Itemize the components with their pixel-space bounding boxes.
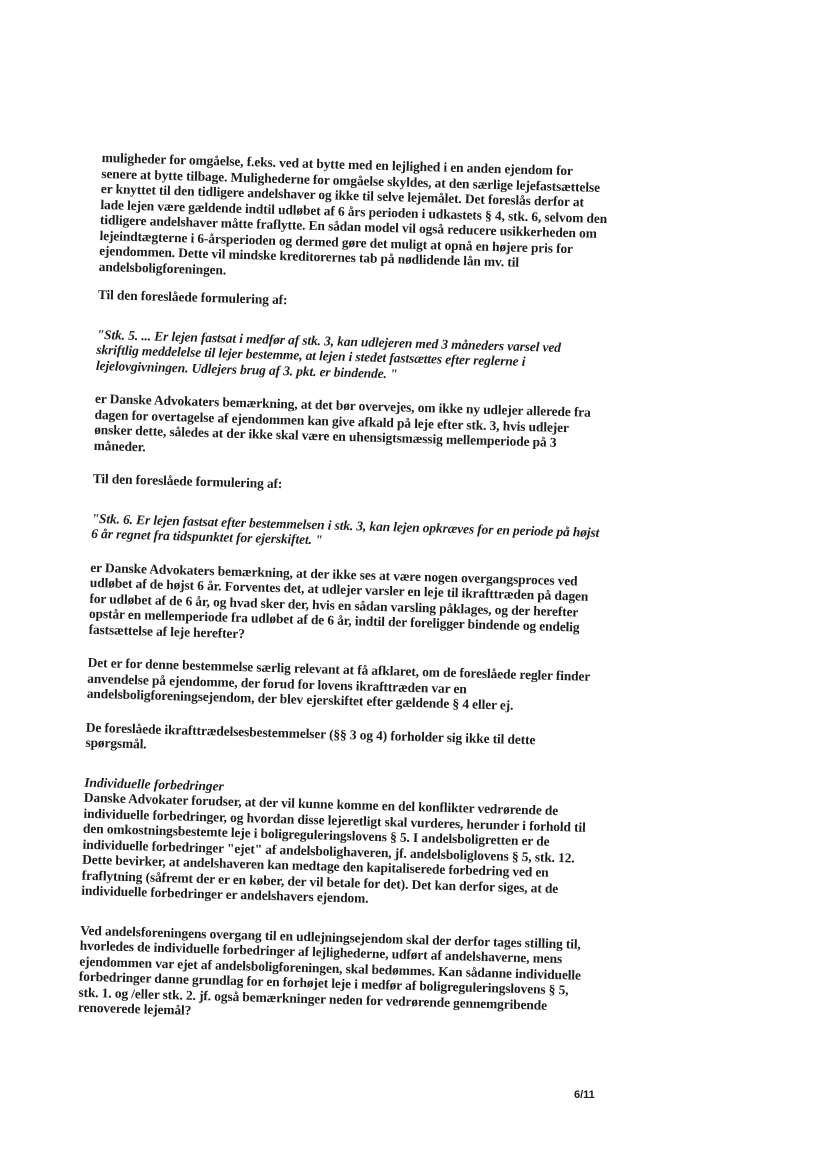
page-number: 6/11: [574, 1089, 595, 1101]
paragraph-remark-stk6: er Danske Advokaters bemærkning, at der ikke ses at være nogen overgangsproces ved udløbet af de højst 6 år. Forventes det, at udlejer varsler en leje til ikrafttræden på dagen for udløbet af de 6 år, og hvad sker der, hvis en sådan varsling påklages, og der herefter opstår en mellemperiode fra udløbet af de 6 år, indtil der foreligger bindende og endelig fastsættelse af leje herefter?: [88, 559, 589, 641]
intro-stk6: Til den foreslåede formulering af:: [92, 470, 283, 492]
section-heading-individuelle-forbedringer: Individuelle forbedringer: [84, 774, 224, 794]
paragraph-ikrafttraedelse: De foreslåede ikrafttrædelsesbestemmelser (§§ 3 og 4) forholder sig ikke til dette spørgsmål.: [85, 719, 536, 752]
quote-stk6: "Stk. 6. Er lejen fastsat efter bestemmelsen i stk. 3, kan lejen opkræves for en periode på højst 6 år regnet fra tidspunktet for ejerskiftet. ": [91, 510, 600, 548]
intro-stk5: Til den foreslåede formulering af:: [97, 286, 288, 308]
paragraph-relevance: Det er for denne bestemmelse særlig relevant at få afklaret, om de foreslåede regler finder anvendelse på ejendomme, der forud for lovens ikrafttræden var en andelsboligforeningsejendom, der blev ejerskiftet efter gældende § 4 eller ej.: [86, 654, 591, 713]
quote-stk5: "Stk. 5. ... Er lejen fastsat i medfør af stk. 3, kan udlejeren med 3 måneders varsel ved skriftlig meddelelse til lejer bestemme, at lejen i stedet fastsættes efter reglerne i lejelovgivningen. Udlejers brug af 3. pkt. er bindende. ": [95, 326, 562, 381]
paragraph-overgang: Ved andelsforeningens overgang til en udlejningsejendom skal der derfor tages stilling til, hvorledes de individuelle forbedringer af lejlighederne, udført af andelshaverne, mens ejendommen var ejet af andelsboligforeningen, skal bedømmes. Kan sådanne individuelle forbedringer danne grundlag for en forhøjet leje i medfør af boligreguleringslovens § 5, stk. 1. og /eller stk. 2. jf. også bemærkninger neden for vedrørende gennemgribende renoverede lejemål?: [77, 922, 582, 1018]
paragraph-forbedringer: Danske Advokater forudser, at der vil kunne komme en del konflikter vedrørende de individuelle forbedringer, og hvordan disse lejeretligt skal vurderes, herunder i forhold til den omkostningsbestemte leje i boligreguleringslovens § 5. I andelsboligretten er de individuelle forbedringer "ejet" af andelsbolighaveren, jf. andelsboliglovens § 5, stk. 12. Dette bevirker, at andelshaveren kan medtage den kapitaliserede forbedring ved en fraflytning (såfremt der er en køber, der vil betale for det). Det kan derfor siges, at de individuelle forbedringer er andelshavers ejendom.: [81, 789, 586, 906]
paragraph-omgaelse: muligheder for omgåelse, f.eks. ved at bytte med en lejlighed i en anden ejendom for senere at bytte tilbage. Mulighederne for omgåelse skyldes, at den særlige lejefastsættelse er knyttet til den tidligere andelshaver og ikke til selve lejemålet. Det foreslås derfor at lade lejen være gældende indtil udløbet af 6 års perioden i udkastets § 4, stk. 6, selvom den tidligere andelshaver måtte fraflytte. En sådan model vil også reducere usikkerheden om lejeindtægterne i 6-årsperioden og dermed gøre det muligt at opnå en højere pris for ejendommen. Dette vil mindske kreditorernes tab på nødlidende lån mv. til andelsboligforeningen.: [98, 150, 608, 278]
document-body: [78, 150, 610, 1029]
paragraph-remark-stk5: er Danske Advokaters bemærkning, at det bør overvejes, om ikke ny udlejer allerede fra dagen for overtagelse af ejendommen kan give afkald på leje efter stk. 3, hvis udlejer ønsker dette, således at der ikke skal være en uhensigtsmæssig mellemperiode på 3 måneder.: [93, 390, 591, 454]
